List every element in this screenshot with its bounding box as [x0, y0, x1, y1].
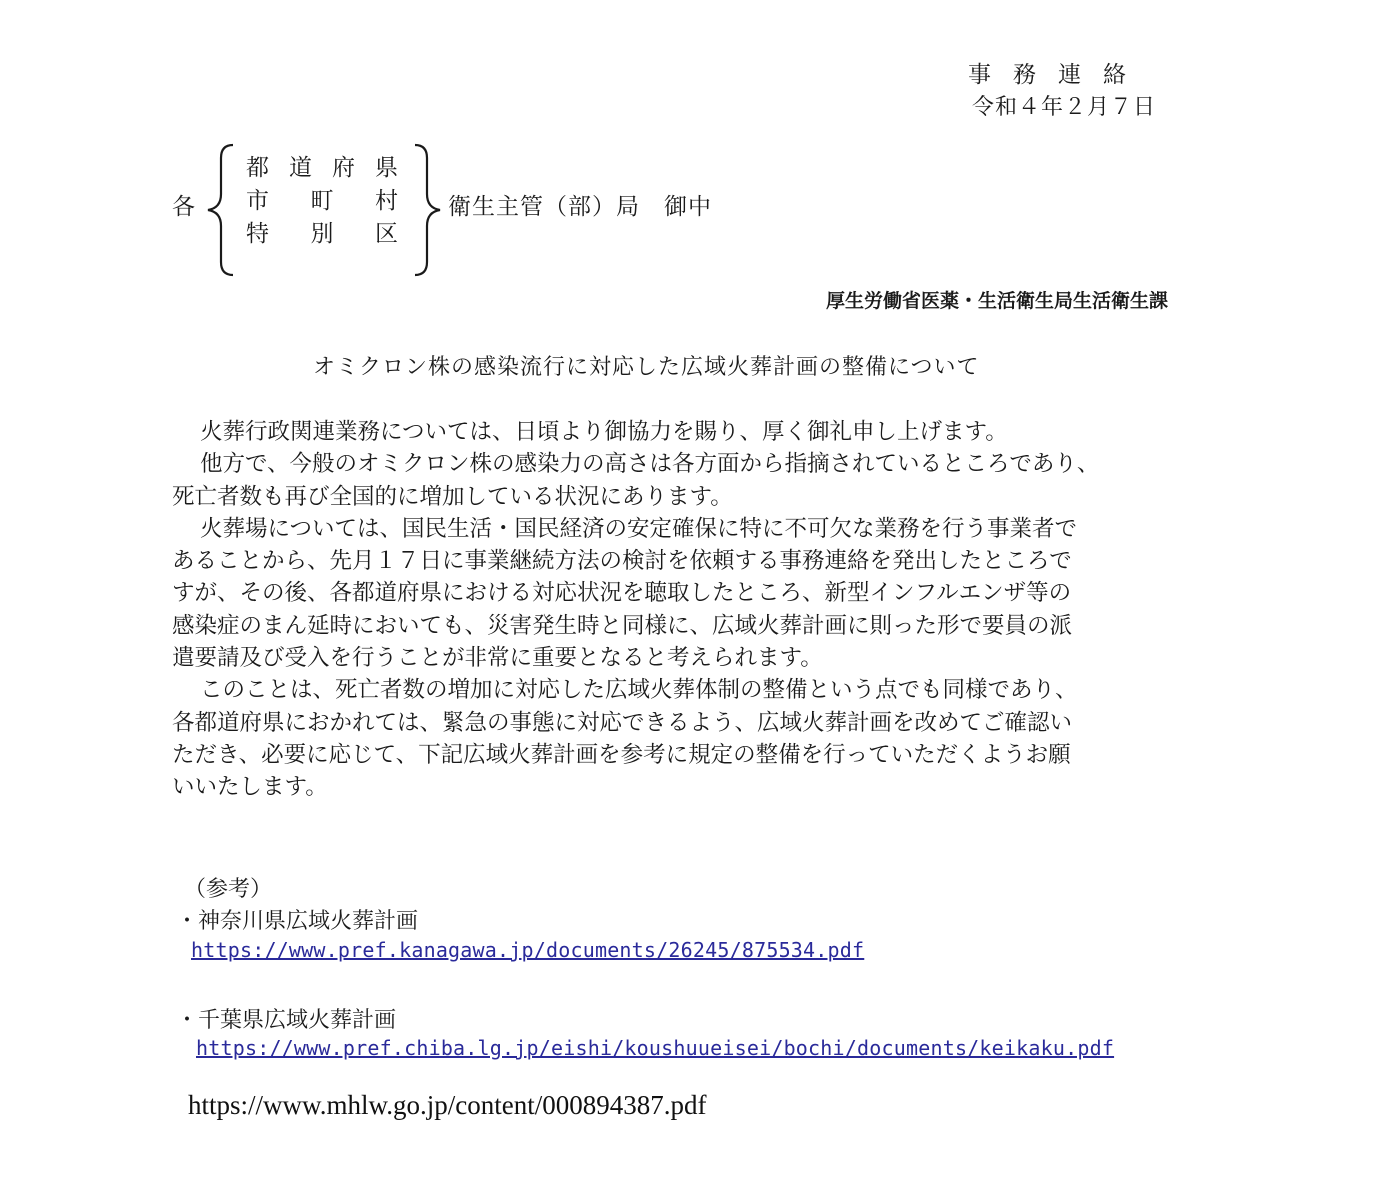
- document-title: オミクロン株の感染流行に対応した広域火葬計画の整備について: [313, 355, 980, 380]
- body-paragraph-1: 火葬行政関連業務については、日頃より御協力を賜り、厚く御礼申し上げます。: [200, 419, 1008, 445]
- reference-label-kanagawa: ・神奈川県広域火葬計画: [176, 909, 419, 934]
- left-brace-icon: [203, 142, 239, 278]
- addressee-list: [246, 152, 398, 251]
- document-body: [172, 416, 1192, 804]
- addressee-line-prefectures: 都 道 府 県: [246, 155, 398, 181]
- sender: 厚生労働省医薬・生活衛生局生活衛生課: [826, 290, 1169, 312]
- reference-link-kanagawa[interactable]: https://www.pref.kanagawa.jp/documents/26245/875534.pdf: [191, 938, 865, 962]
- addressee-prefix: 各: [172, 194, 195, 220]
- document-type: 事務連絡: [968, 62, 1148, 88]
- source-url: https://www.mhlw.go.jp/content/000894387.pdf: [188, 1090, 707, 1120]
- right-brace-icon: [409, 142, 445, 278]
- reference-label-chiba: ・千葉県広域火葬計画: [176, 1008, 397, 1033]
- addressee-line-municipalities: 市 町 村: [246, 188, 398, 214]
- body-paragraph-3: 火葬場については、国民生活・国民経済の安定確保に特に不可欠な業務を行う事業者で あることから、先月１７日に事業継続方法の検討を依頼する事務連絡を発出したところで すが、その後、各都道府県における対応状況を聴取したところ、新型インフルエンザ等の 感染症のまん延時においても、災害発生時と同様に、広域火葬計画に則った形で要員の派 遣要請及び受入を行うことが非常に重要となると考えられます。: [172, 515, 1078, 672]
- reference-link-chiba[interactable]: https://www.pref.chiba.lg.jp/eishi/koushuueisei/bochi/documents/keikaku.pdf: [196, 1036, 1115, 1060]
- addressee-department: 衛生主管（部）局 御中: [448, 194, 712, 220]
- addressee-line-special-wards: 特 別 区: [246, 221, 398, 247]
- body-paragraph-2: 他方で、今般のオミクロン株の感染力の高さは各方面から指摘されているところであり、 死亡者数も再び全国的に増加している状況にあります。: [172, 451, 1100, 510]
- document-date: 令和４年２月７日: [972, 95, 1157, 120]
- reference-heading: （参考）: [184, 877, 273, 902]
- body-paragraph-4: このことは、死亡者数の増加に対応した広域火葬体制の整備という点でも同様であり、 各都道府県におかれては、緊急の事態に対応できるよう、広域火葬計画を改めてご確認い ただき、必要に応じて、下記広域火葬計画を参考に規定の整備を行っていただくようお願 いいたします。: [172, 677, 1078, 801]
